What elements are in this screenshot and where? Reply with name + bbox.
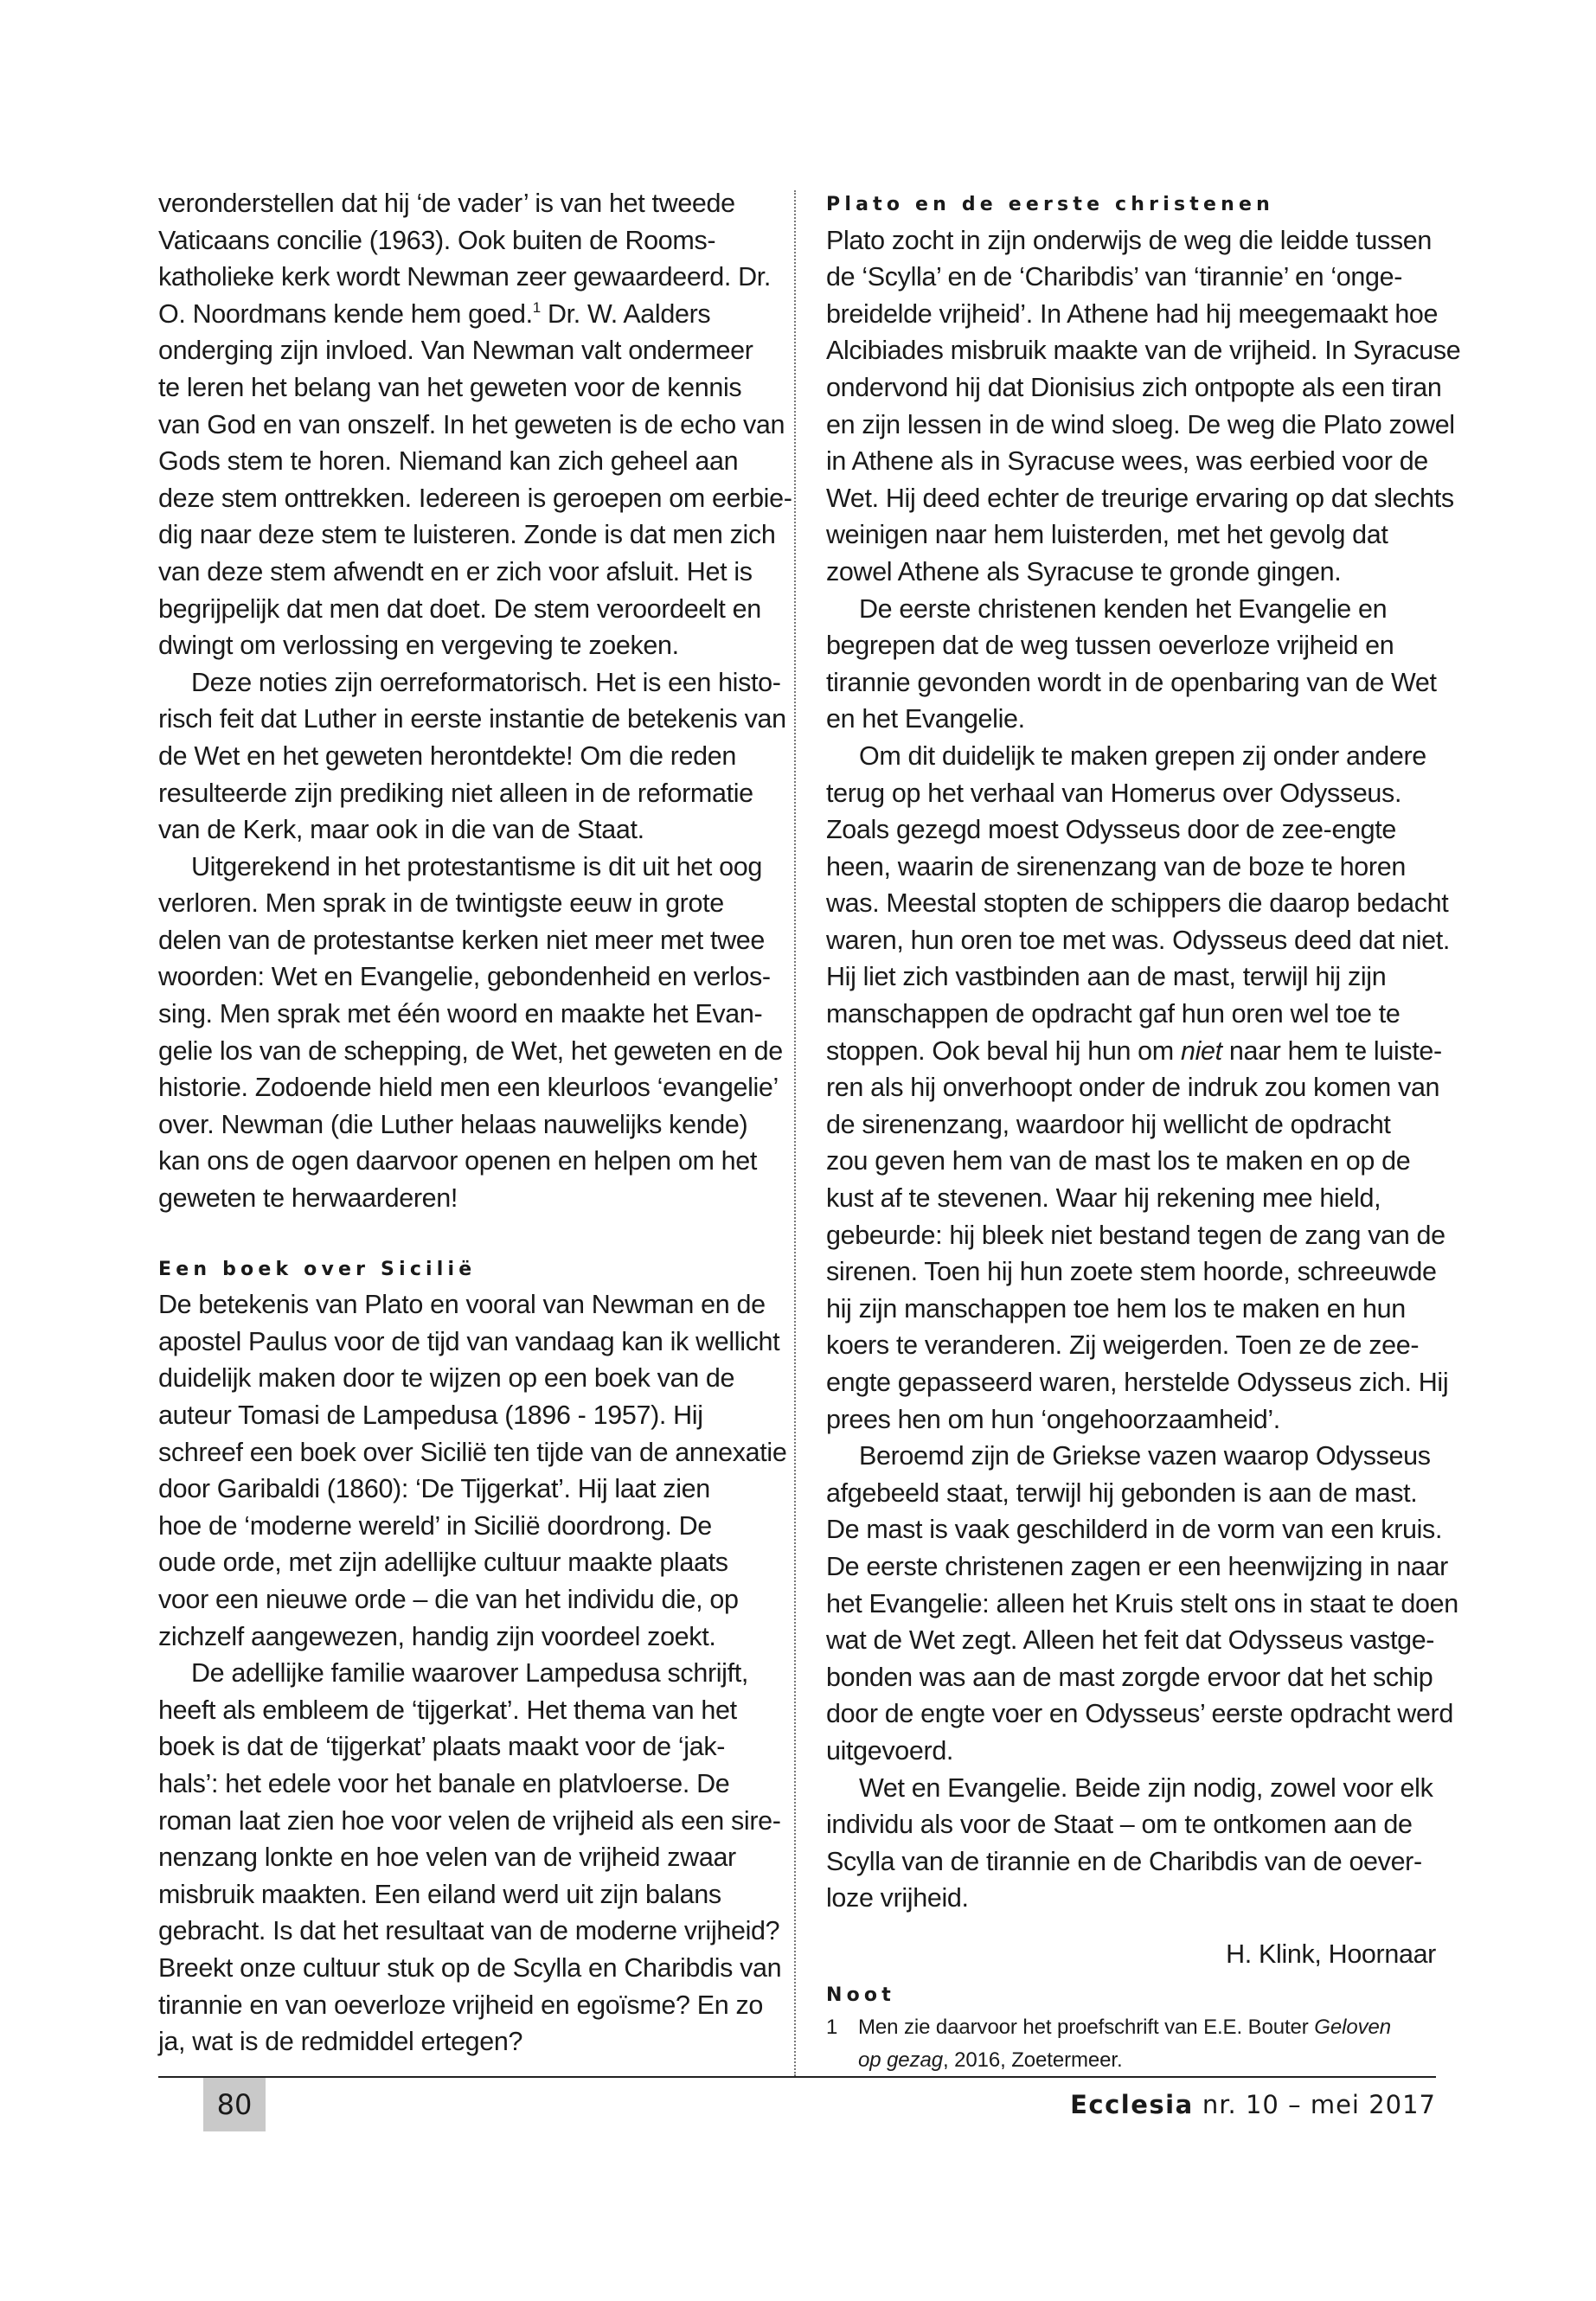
- text-line: risch feit dat Luther in eerste instantie de betekenis van: [158, 704, 786, 734]
- text-line: heen, waarin de sirenenzang van de boze te horen: [826, 851, 1406, 881]
- notes-heading: Noot: [826, 1984, 895, 2006]
- text-line: Beroemd zijn de Griekse vazen waarop Odysseus: [859, 1441, 1431, 1471]
- text-line: van God en van onszelf. In het geweten is de echo van: [158, 409, 785, 439]
- text-line: Breekt onze cultuur stuk op de Scylla en Charibdis van: [158, 1952, 782, 1983]
- text-line: deze stem onttrekken. Iedereen is geroepen om eerbie-: [158, 483, 792, 513]
- text-line: ja, wat is de redmiddel ertegen?: [158, 2027, 523, 2057]
- text-line: sirenen. Toen hij hun zoete stem hoorde, schreeuwde: [826, 1257, 1437, 1287]
- text-line: geweten te herwaarderen!: [158, 1183, 458, 1214]
- text-line: De adellijke familie waarover Lampedusa schrijft,: [191, 1658, 748, 1689]
- text-line: individu als voor de Staat – om te ontkomen aan de: [826, 1810, 1413, 1840]
- text-line: bonden was aan de mast zorgde ervoor dat het schip: [826, 1662, 1433, 1692]
- text-line: nenzang lonkte en hoe velen van de vrijheid zwaar: [158, 1843, 736, 1873]
- footnote: [826, 2011, 1436, 2077]
- footnote-reference[interactable]: 1: [532, 298, 541, 316]
- text-line: tirannie en van oeverloze vrijheid en egoïsme? En zo: [158, 1990, 763, 2020]
- text-line: engte gepasseerd waren, herstelde Odysseus zich. Hij: [826, 1368, 1449, 1397]
- text-line: onderging zijn invloed. Van Newman valt ondermeer: [158, 336, 753, 366]
- text-line: ren als hij onverhoopt onder de indruk zou komen van: [826, 1073, 1440, 1103]
- text-line: apostel Paulus voor de tijd van vandaag kan ik wellicht: [158, 1326, 780, 1356]
- text-line: Om dit duidelijk te maken grepen zij onder andere: [859, 740, 1426, 771]
- text-line: Wet en Evangelie. Beide zijn nodig, zowel voor elk: [859, 1772, 1433, 1803]
- text-line: oude orde, met zijn adellijke cultuur maakte plaats: [158, 1548, 728, 1578]
- text-line: zowel Athene als Syracuse te gronde gingen.: [826, 556, 1342, 586]
- text-line: Zoals gezegd moest Odysseus door de zee-engte: [826, 815, 1397, 845]
- text-line: begrijpelijk dat men dat doet. De stem veroordeelt en: [158, 593, 761, 624]
- text-line: dig naar deze stem te luisteren. Zonde is dat men zich: [158, 520, 776, 550]
- text-line: kust af te stevenen. Waar hij rekening mee hield,: [826, 1183, 1381, 1214]
- text-line: De mast is vaak geschilderd in de vorm van een kruis.: [826, 1515, 1443, 1545]
- section-heading-sicilie: Een boek over Sicilië: [158, 1258, 477, 1280]
- footnote-number: 1: [826, 2015, 838, 2039]
- text-line: De betekenis van Plato en vooral van Newman en de: [158, 1290, 766, 1320]
- text-line: tirannie gevonden wordt in de openbaring van de Wet: [826, 667, 1437, 697]
- text-line: gebeurde: hij bleek niet bestand tegen de zang van de: [826, 1220, 1445, 1250]
- text-line: zou geven hem van de mast los te maken en op de: [826, 1146, 1411, 1176]
- text-line: loze vrijheid.: [826, 1883, 969, 1913]
- text-line: ondervond hij dat Dionisius zich ontpopte als een tiran: [826, 372, 1442, 402]
- text-line: historie. Zodoende hield men een kleurloos ‘evangelie’: [158, 1073, 779, 1103]
- journal-issue: nr. 10 – mei 2017: [1193, 2090, 1436, 2119]
- text-line: manschappen de opdracht gaf hun oren wel toe te: [826, 999, 1401, 1029]
- text-line: misbruik maakten. Een eiland werd uit zijn balans: [158, 1879, 721, 1909]
- journal-name: Ecclesia: [1070, 2090, 1194, 2119]
- text-line: koers te veranderen. Zij weigerden. Toen ze de zee-: [826, 1330, 1420, 1361]
- text-line: begrepen dat de weg tussen oeverloze vrijheid en: [826, 631, 1394, 661]
- text-line: roman laat zien hoe voor velen de vrijheid als een sire-: [158, 1805, 781, 1836]
- section-heading-plato: Plato en de eerste christenen: [826, 194, 1274, 215]
- text-line: De eerste christenen zagen er een heenwijzing in naar: [826, 1551, 1448, 1581]
- text-line: kan ons de ogen daarvoor openen en helpen om het: [158, 1146, 758, 1176]
- text-line: Plato zocht in zijn onderwijs de weg die leidde tussen: [826, 225, 1432, 255]
- text-line: gelie los van de schepping, de Wet, het geweten en de: [158, 1035, 783, 1066]
- text-line: [158, 296, 764, 333]
- text-line: het Evangelie: alleen het Kruis stelt ons in staat te doen: [826, 1588, 1458, 1618]
- footnote-line: [826, 2044, 1436, 2077]
- footnote-line: [826, 2011, 1436, 2044]
- text-line: was. Meestal stopten de schippers die daarop bedacht: [826, 888, 1449, 919]
- text-line: de Wet en het geweten herontdekte! Om die reden: [158, 740, 736, 771]
- text-fragment: O. Noordmans kende hem goed.: [158, 298, 533, 329]
- text-line: [826, 1033, 1442, 1070]
- text-line: voor een nieuwe orde – die van het individu die, op: [158, 1584, 739, 1614]
- text-line: de sirenenzang, waardoor hij wellicht de opdracht: [826, 1109, 1391, 1139]
- text-line: katholieke kerk wordt Newman zeer gewaardeerd. Dr.: [158, 262, 772, 292]
- section-gap: [158, 1217, 764, 1250]
- text-fragment: naar hem te luiste-: [1221, 1035, 1442, 1066]
- text-line: zichzelf aangewezen, handig zijn voordeel zoekt.: [158, 1621, 716, 1651]
- text-fragment: , 2016, Zoetermeer.: [942, 2048, 1123, 2072]
- text-line: veronderstellen dat hij ‘de vader’ is van het tweede: [158, 189, 735, 218]
- text-line: Scylla van de tirannie en de Charibdis van de oever-: [826, 1846, 1422, 1876]
- text-line: gebracht. Is dat het resultaat van de moderne vrijheid?: [158, 1916, 780, 1946]
- text-line: heeft als embleem de ‘tijgerkat’. Het thema van het: [158, 1695, 737, 1725]
- journal-info: [1070, 2083, 1436, 2126]
- text-line: De eerste christenen kenden het Evangelie en: [859, 593, 1388, 624]
- text-line: Deze noties zijn oerreformatorisch. Het is een histo-: [191, 667, 781, 697]
- page-number: 80: [216, 2088, 253, 2121]
- text-line: weinigen naar hem luisterden, met het gevolg dat: [826, 520, 1388, 550]
- book-title: op gezag: [858, 2048, 943, 2072]
- text-line: boek is dat de ‘tijgerkat’ plaats maakt voor de ‘jak-: [158, 1732, 726, 1762]
- text-line: waren, hun oren toe met was. Odysseus deed dat niet.: [826, 925, 1451, 955]
- text-line: en zijn lessen in de wind sloeg. De weg die Plato zowel: [826, 409, 1455, 439]
- text-line: Uitgerekend in het protestantisme is dit uit het oog: [191, 851, 762, 881]
- text-line: Hij liet zich vastbinden aan de mast, terwijl hij zijn: [826, 962, 1387, 992]
- text-line: prees hen om hun ‘ongehoorzaamheid’.: [826, 1404, 1280, 1434]
- text-line: sing. Men sprak met één woord en maakte het Evan-: [158, 999, 763, 1029]
- text-line: en het Evangelie.: [826, 704, 1025, 734]
- text-line: breidelde vrijheid’. In Athene had hij meegemaakt hoe: [826, 298, 1439, 329]
- text-line: over. Newman (die Luther helaas nauwelijks kende): [158, 1109, 748, 1139]
- footer-rule: [158, 2076, 1436, 2078]
- emphasis-text: niet: [1180, 1035, 1222, 1066]
- text-line: Gods stem te horen. Niemand kan zich geheel aan: [158, 446, 739, 477]
- text-line: wat de Wet zegt. Alleen het feit dat Odysseus vastge-: [826, 1625, 1435, 1656]
- text-line: afgebeeld staat, terwijl hij gebonden is aan de mast.: [826, 1477, 1418, 1508]
- text-line: auteur Tomasi de Lampedusa (1896 - 1957). Hij: [158, 1400, 703, 1430]
- text-line: verloren. Men sprak in de twintigste eeuw in grote: [158, 888, 724, 919]
- text-line: dwingt om verlossing en vergeving te zoeken.: [158, 631, 679, 661]
- text-line: de ‘Scylla’ en de ‘Charibdis’ van ‘tirannie’ en ‘onge-: [826, 262, 1403, 292]
- text-line: hij zijn manschappen toe hem los te maken en hun: [826, 1293, 1406, 1324]
- text-line: door Garibaldi (1860): ‘De Tijgerkat’. Hij laat zien: [158, 1474, 710, 1504]
- text-line: duidelijk maken door te wijzen op een boek van de: [158, 1363, 735, 1394]
- book-title: Geloven: [1314, 2015, 1391, 2039]
- text-line: uitgevoerd.: [826, 1735, 954, 1766]
- text-line: te leren het belang van het geweten voor de kennis: [158, 372, 742, 402]
- author-signature: H. Klink, Hoornaar: [1226, 1939, 1436, 1969]
- text-line: van de Kerk, maar ook in die van de Staat.: [158, 815, 644, 845]
- right-column: [826, 185, 1461, 2077]
- text-line: Alcibiades misbruik maakte van de vrijheid. In Syracuse: [826, 336, 1461, 366]
- text-line: Vaticaans concilie (1963). Ook buiten de Rooms-: [158, 225, 716, 255]
- text-fragment: stoppen. Ook beval hij hun om: [826, 1035, 1181, 1066]
- text-line: hoe de ‘moderne wereld’ in Sicilië doordrong. De: [158, 1510, 712, 1541]
- text-line: in Athene als in Syracuse wees, was eerbied voor de: [826, 446, 1428, 477]
- text-line: hals’: het edele voor het banale en platvloerse. De: [158, 1768, 730, 1798]
- text-fragment: Dr. W. Aalders: [540, 298, 711, 329]
- text-line: Wet. Hij deed echter de treurige ervaring op dat slechts: [826, 483, 1454, 513]
- text-line: van deze stem afwendt en er zich voor afsluit. Het is: [158, 556, 753, 586]
- text-fragment: Men zie daarvoor het proefschrift van E.E. Bouter: [858, 2015, 1315, 2039]
- text-line: schreef een boek over Sicilië ten tijde van de annexatie: [158, 1437, 787, 1467]
- text-line: terug op het verhaal van Homerus over Odysseus.: [826, 778, 1402, 808]
- text-line: door de engte voer en Odysseus’ eerste opdracht werd: [826, 1699, 1453, 1729]
- left-column: [158, 185, 792, 2061]
- text-line: delen van de protestantse kerken niet meer met twee: [158, 925, 766, 955]
- text-line: woorden: Wet en Evangelie, gebondenheid en verlos-: [158, 962, 771, 992]
- text-line: resulteerde zijn prediking niet alleen in de reformatie: [158, 778, 753, 808]
- column-divider: [794, 190, 796, 2076]
